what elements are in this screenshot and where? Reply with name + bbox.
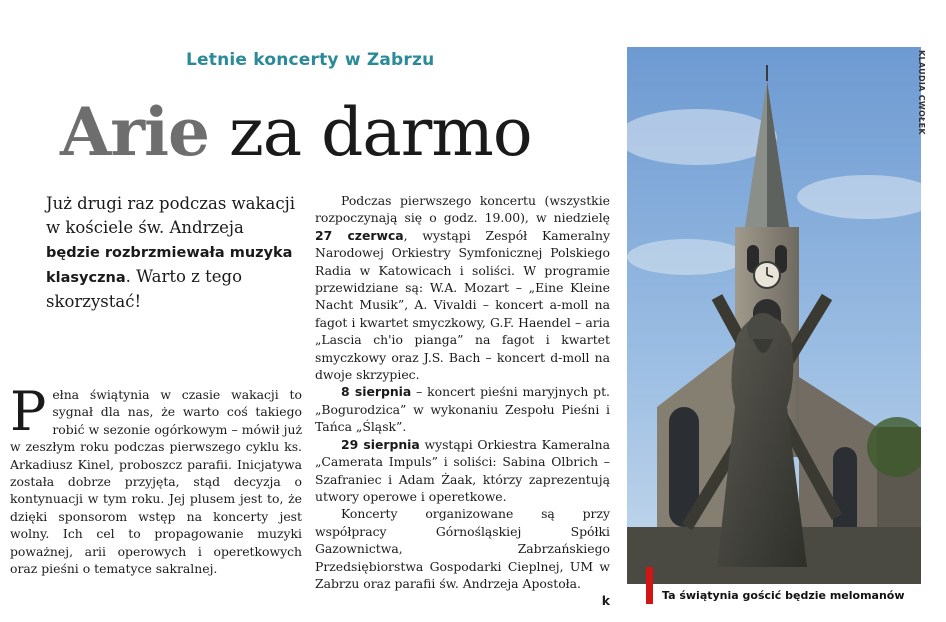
col2-paragraph-4 — [315, 505, 610, 609]
headline-word-arie: Arie — [60, 93, 210, 171]
article-headline — [60, 92, 532, 173]
article-lead — [46, 192, 296, 314]
col2-paragraph-3 — [315, 436, 610, 506]
article-kicker: Letnie koncerty w Zabrzu — [186, 50, 435, 70]
concert-date-1: 27 czerwca — [315, 227, 404, 243]
concert-date-2: 8 sierpnia — [341, 384, 412, 400]
col2-p3-text: wystąpi Orkiestra Kameralna „Camerata Impuls” i soliści: Sabina Olbrich – Szafraniec i Adam Żaak, którzy zaprezentują utwory operowe i operetkowe. — [315, 436, 610, 504]
photo-credit: KLAUDIA CWOŁEK — [917, 50, 926, 135]
lead-text-1: Już drugi raz podczas wakacji w kościele św. Andrzeja — [46, 194, 295, 237]
photo-caption: Ta świątynia gościć będzie melomanów — [662, 589, 905, 602]
col2-p1-text-a: Podczas pierwszego koncertu (wszystkie rozpoczynają się o godz. 19.00), w niedzielę — [315, 193, 610, 226]
end-mark: k — [601, 593, 610, 609]
body-column-2 — [315, 192, 610, 610]
col1-paragraph: ełna świątynia w czasie wakacji to sygnał dla nas, że warto coś takiego robić w sezonie ogórkowym – mówił już w zeszłym roku podczas pierwszego cyklu ks. Arkadiusz Kinel, proboszcz parafii. Inicjatywa została dobrze przyjęta, stąd decyzja o kontynuacji w tym roku. Jej plusem jest to, że dzięki sponsorom wstęp na koncerty jest wolny. Ich cel to propagowanie muzyki poważnej, arii operowych i operetkowych oraz pieśni o tematyce sakralnej. — [10, 387, 302, 577]
church-photo-illustration — [627, 47, 921, 584]
lead-bold: będzie rozbrzmiewała muzyka klasyczna — [46, 245, 293, 286]
church-photo — [627, 47, 921, 584]
lead-text-2: . Warto z tego skorzystać! — [46, 267, 243, 311]
col2-p4-text: Koncerty organizowane są przy współpracy Górnośląskiej Spółki Gazownictwa, Zabrzańskiego Przedsiębiorstwa Gospodarki Cieplnej, UM w Zabrzu oraz parafii św. Andrzeja Apostoła. — [315, 506, 610, 591]
body-column-1 — [10, 380, 302, 577]
headline-rest: za darmo — [229, 94, 532, 171]
concert-date-3: 29 sierpnia — [341, 436, 420, 452]
col2-paragraph-1 — [315, 192, 610, 383]
col2-p1-text-b: , wystąpi Zespół Kameralny Narodowej Orkiestry Symfonicznej Polskiego Radia w Katowicach i soliści. W programie przewidziane są: W.A. Mozart – „Eine Kleine Nacht Musik”, A. Vivaldi – koncert a-moll na fagot i kwartet smyczkowy, G.F. Haendel – aria „Lascia ch'io pianga” na fagot i kwartet smyczkowy oraz J.S. Bach – koncert d-moll na dwoje skrzypiec. — [315, 227, 611, 383]
col2-paragraph-2 — [315, 383, 610, 435]
drop-cap: P — [10, 380, 47, 443]
col2-p2-text: – koncert pieśni maryjnych pt. „Bogurodzica” w wykonaniu Zespołu Pieśni i Tańca „Śląsk”. — [315, 384, 610, 435]
caption-marker — [646, 567, 653, 604]
